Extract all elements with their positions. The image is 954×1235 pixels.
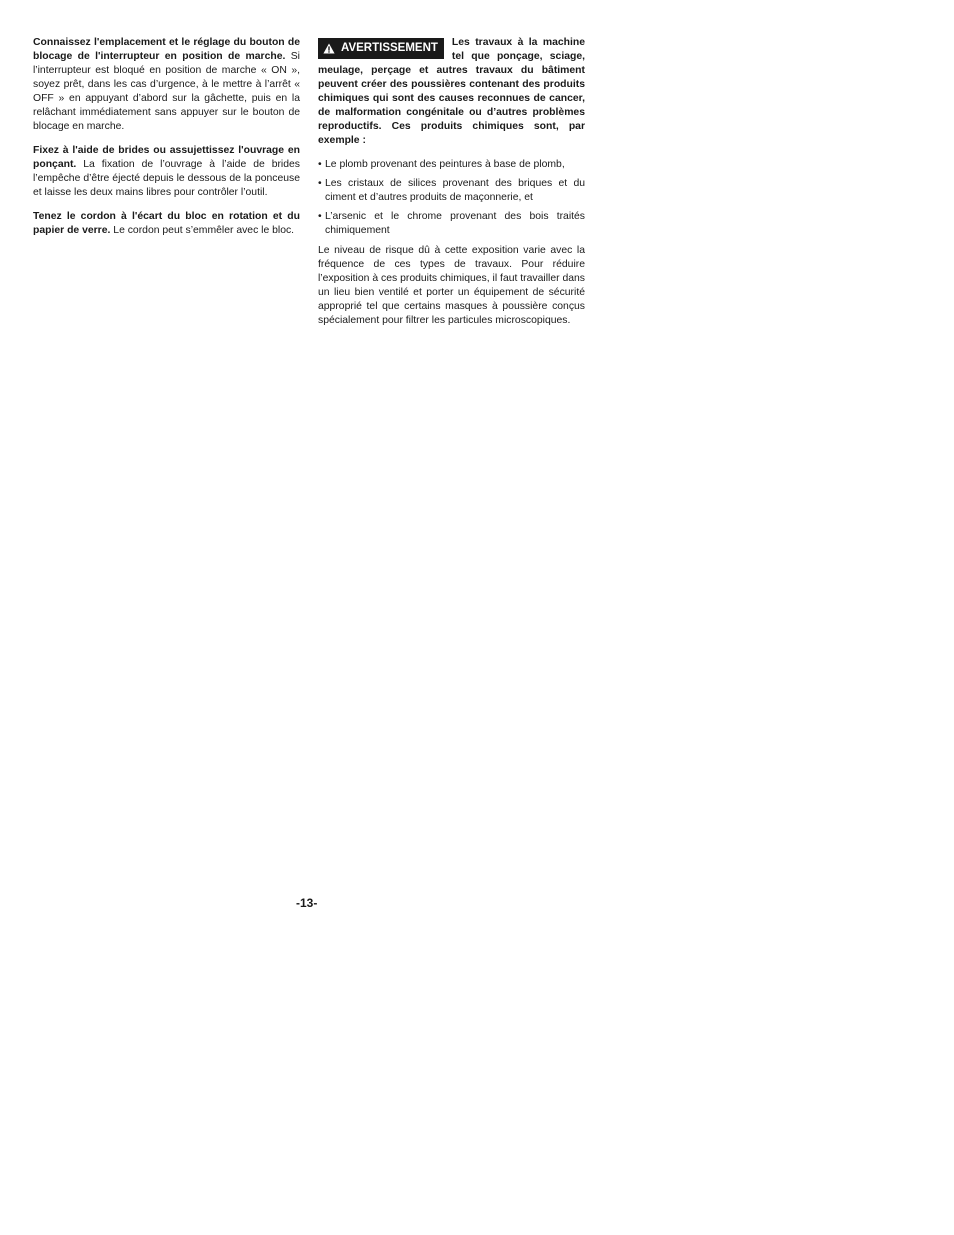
bullet-mark: • [318, 159, 322, 170]
list-item [318, 177, 585, 205]
warning-text: Les travaux à la machine tel que ponçage, sciage, meulage, perçage et autres travaux du bâtiment peuvent créer des poussières contenant des produits chimiques qui sont des causes reconnues de cancer, de malformation congénitale ou d’autres problèmes reproductifs. Ces produits chimiques sont, par exemple : [318, 37, 585, 146]
chemical-list [318, 158, 585, 238]
warning-badge [318, 38, 444, 59]
list-item [318, 210, 585, 238]
switch-lock-text: Si l’interrupteur est bloqué en position de marche « ON », soyez prêt, dans les cas d’urgence, à le mettre à l’arrêt « OFF » en appuyant d’abord sur la gâchette, puis en la relâchant immédiatement sans appuyer sur le bouton de blocage en marche. [33, 51, 300, 132]
warning-paragraph [318, 36, 585, 148]
list-item-text: L’arsenic et le chrome provenant des bois traités chimiquement [325, 211, 585, 236]
cord-text: Le cordon peut s’emmêler avec le bloc. [113, 225, 295, 236]
bullet-mark: • [318, 178, 322, 189]
warning-triangle-icon [323, 43, 335, 54]
left-column [33, 36, 300, 248]
risk-paragraph: Le niveau de risque dû à cette exposition varie avec la fréquence de ces types de travaux. Pour réduire l’exposition à ces produits chimiques, il faut travailler dans un lieu bien ventilé et porter un équipement de sécurité approprié tel que certains masques à poussière conçus spécialement pour filtrer les particules microscopiques. [318, 245, 585, 326]
right-column [318, 36, 585, 338]
clamp-workpiece-paragraph [33, 144, 300, 200]
list-item-text: Le plomb provenant des peintures à base de plomb, [325, 159, 565, 170]
clamp-workpiece-heading: Fixez à l'aide de brides ou assujettissez l'ouvrage en ponçant. [33, 145, 300, 170]
warning-badge-label: AVERTISSEMENT [341, 42, 438, 54]
bullet-mark: • [318, 211, 322, 222]
cord-paragraph [33, 210, 300, 238]
switch-lock-paragraph [33, 36, 300, 134]
clamp-workpiece-text: La fixation de l’ouvrage à l’aide de brides l’empêche d’être éjecté depuis le dessous de la ponceuse et laisse les deux mains libres pour contrôler l’outil. [33, 159, 300, 198]
list-item [318, 158, 585, 172]
list-item-text: Les cristaux de silices provenant des briques et du ciment et d’autres produits de maçonnerie, et [325, 178, 585, 203]
cord-heading: Tenez le cordon à l'écart du bloc en rotation et du papier de verre. [33, 211, 300, 236]
switch-lock-heading: Connaissez l'emplacement et le réglage du bouton de blocage de l'interrupteur en position de marche. [33, 37, 300, 62]
page-number: -13- [296, 896, 318, 910]
